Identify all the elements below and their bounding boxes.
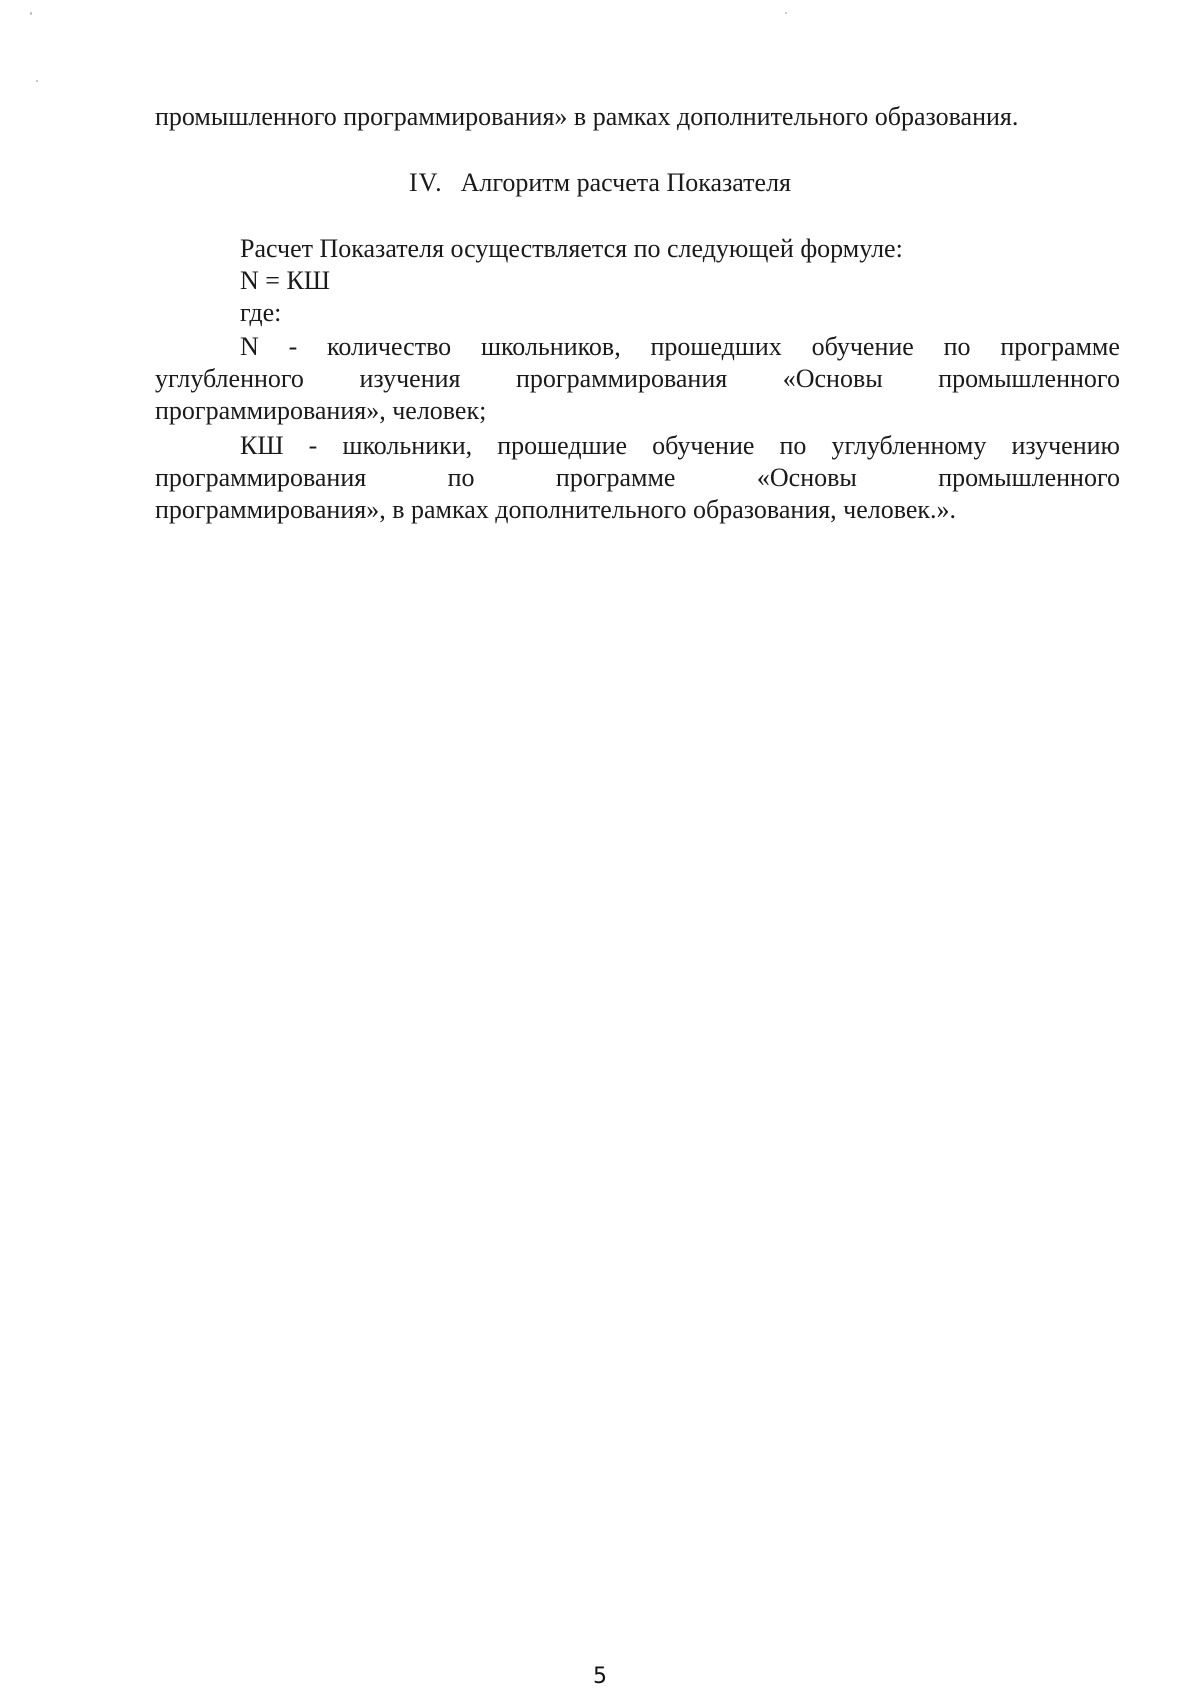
- page-number: 5: [593, 1664, 607, 1689]
- scan-speck: [30, 12, 32, 15]
- word: программе: [1000, 332, 1120, 361]
- word: по: [943, 332, 971, 361]
- section-heading: [0, 167, 1200, 199]
- word: изучению: [1011, 431, 1120, 460]
- word: прошедших: [650, 332, 782, 361]
- definition-n: [155, 331, 1120, 427]
- word: школьников,: [480, 332, 621, 361]
- definition-n-line-1: [155, 331, 1120, 363]
- definition-n-line-2: [155, 363, 1120, 395]
- section-number: IV.: [408, 168, 443, 197]
- continuation-line: промышленного программирования» в рамках дополнительного образования.: [155, 102, 1019, 131]
- where-label: где:: [240, 298, 282, 327]
- word: «Основы: [756, 463, 857, 492]
- definition-ksh: [155, 430, 1120, 526]
- word: промышленного: [938, 463, 1120, 492]
- definition-ksh-line-1: [155, 430, 1120, 462]
- word: обучение: [811, 332, 914, 361]
- word: изучения: [359, 364, 461, 393]
- word: программе: [555, 463, 676, 492]
- definition-n-line-3: программирования», человек;: [155, 396, 487, 425]
- section-title: Алгоритм расчета Показателя: [460, 168, 791, 197]
- word: программирования: [155, 463, 367, 492]
- word: промышленного: [938, 364, 1120, 393]
- word: -: [288, 332, 298, 361]
- formula-intro: Расчет Показателя осуществляется по следующей формуле:: [240, 234, 903, 263]
- word: школьники,: [342, 431, 473, 460]
- word: обучение: [652, 431, 755, 460]
- word: углубленного: [155, 364, 304, 393]
- scan-speck: [36, 80, 38, 82]
- definition-ksh-line-2: [155, 462, 1120, 494]
- word: углубленному: [831, 431, 987, 460]
- word: N: [240, 332, 259, 361]
- formula: N = КШ: [240, 266, 331, 295]
- word: по: [447, 463, 475, 492]
- word: количество: [327, 332, 452, 361]
- definition-ksh-line-3: программирования», в рамках дополнительного образования, человек.».: [155, 495, 957, 524]
- word: КШ: [240, 431, 284, 460]
- word: -: [308, 431, 318, 460]
- word: программирования: [516, 364, 728, 393]
- word: «Основы: [782, 364, 883, 393]
- word: прошедшие: [497, 431, 628, 460]
- word: по: [779, 431, 807, 460]
- scan-speck: [785, 12, 787, 14]
